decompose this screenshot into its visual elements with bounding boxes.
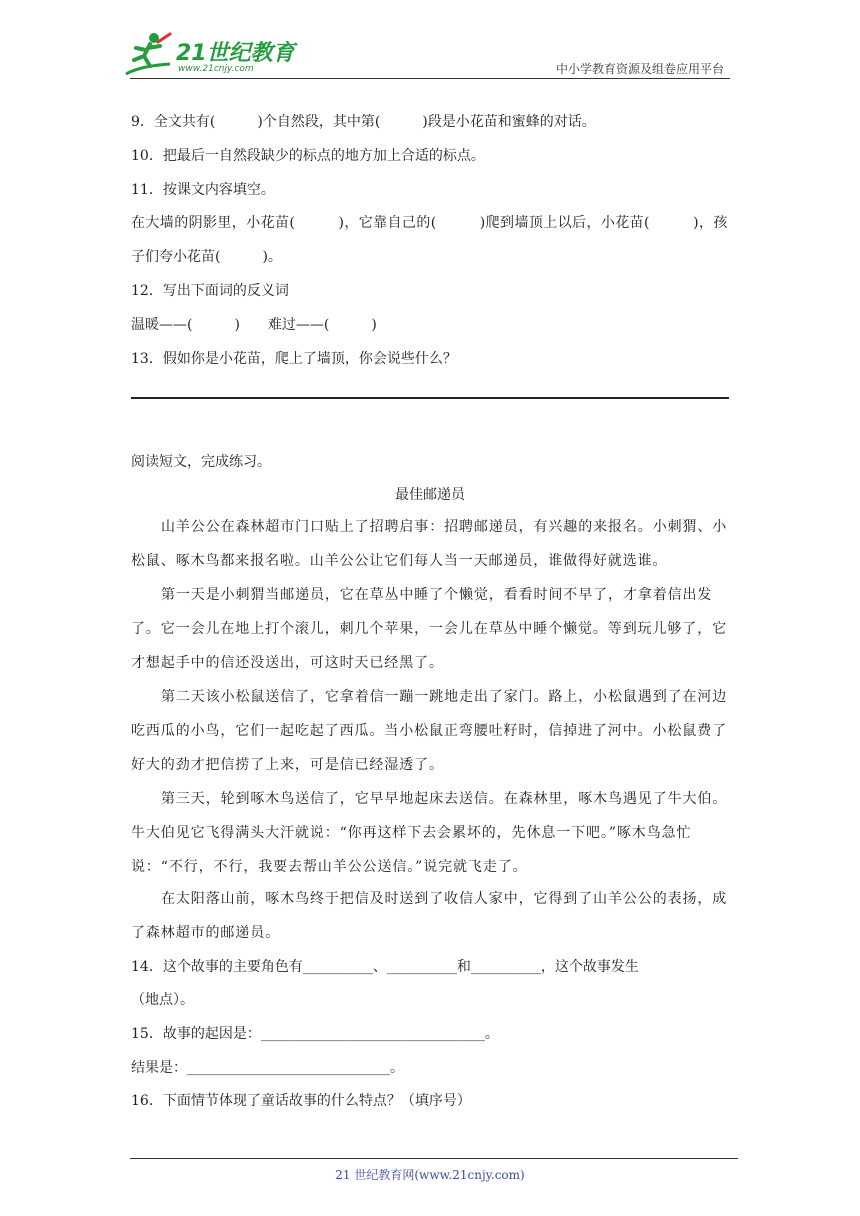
page-header <box>0 0 860 90</box>
question-12: 12．写出下面词的反义词 <box>131 283 289 299</box>
question-14: 14．这个故事的主要角色有__________、__________和__________，这个故事发生 <box>131 959 639 975</box>
passage-paragraph-5: 在太阳落山前，啄木鸟终于把信及时送到了收信人家中，它得到了山羊公公的表扬，成了森林超市的邮递员。 <box>131 891 728 941</box>
logo-text: 21世纪教育 <box>176 41 295 66</box>
question-13: 13．假如你是小花苗，爬上了墙顶，你会说些什么？ <box>131 351 457 367</box>
question-15-result: 结果是：_____________________________。 <box>131 1060 404 1076</box>
question-9: 9．全文共有( )个自然段，其中第( )段是小花苗和蜜蜂的对话。 <box>131 114 596 130</box>
header-tagline: 中小学教育资源及组卷应用平台 <box>555 62 724 76</box>
question-10: 10．把最后一自然段缺少的标点的地方加上合适的标点。 <box>131 148 485 164</box>
footer-divider <box>130 1158 738 1159</box>
question-12-words: 温暖——( ) 难过——( ) <box>131 317 377 333</box>
question-15: 15．故事的起因是：________________________________。 <box>131 1026 499 1042</box>
question-11-line-1: 在大墙的阴影里，小花苗( )，它靠自己的( )爬到墙顶上以后，小花苗( )，孩 <box>131 215 728 231</box>
passage-paragraph-3: 第二天该小松鼠送信了，它拿着信一蹦一跳地走出了家门。路上，小松鼠遇到了在河边吃西瓜的小鸟，它们一起吃起了西瓜。当小松鼠正弯腰吐籽时，信掉进了河中。小松鼠费了好大的劲才把信捞了上来，可是信已经湿透了。 <box>131 689 728 773</box>
runner-logo-icon <box>120 30 176 80</box>
site-logo <box>120 30 300 80</box>
passage-paragraph-1: 山羊公公在森林超市门口贴上了招聘启事：招聘邮递员，有兴趣的来报名。小刺猬、小松鼠、啄木鸟都来报名啦。山羊公公让它们每人当一天邮递员，谁做得好就选谁。 <box>131 519 728 569</box>
answer-line[interactable] <box>131 397 729 399</box>
question-16: 16．下面情节体现了童话故事的什么特点？（填序号） <box>131 1093 471 1109</box>
question-11-line-2: 子们夸小花苗( )。 <box>131 249 282 265</box>
reading-instruction: 阅读短文，完成练习。 <box>131 454 271 470</box>
logo-url: www.21cnjy.com <box>178 64 254 74</box>
footer-text[interactable]: 21 世纪教育网(www.21cnjy.com) <box>335 1168 525 1182</box>
passage-paragraph-4: 第三天，轮到啄木鸟送信了，它早早地起床去送信。在森林里，啄木鸟遇见了牛大伯。牛大伯见它飞得满头大汗就说：“你再这样下去会累坏的，先休息一下吧。”啄木鸟急忙说：“不行，不行，我要去帮山羊公公送信。”说完就飞走了。 <box>131 791 728 875</box>
question-11: 11．按课文内容填空。 <box>131 182 275 198</box>
passage-title: 最佳邮递员 <box>395 487 465 503</box>
header-divider <box>130 78 730 79</box>
question-14-line-2: （地点）。 <box>131 992 194 1008</box>
passage-paragraph-2: 第一天是小刺猬当邮递员，它在草丛中睡了个懒觉，看看时间不早了，才拿着信出发了。它一会儿在地上打个滚儿，刺几个苹果，一会儿在草丛中睡个懒觉。等到玩儿够了，它才想起手中的信还没送出，可这时天已经黑了。 <box>131 587 727 671</box>
